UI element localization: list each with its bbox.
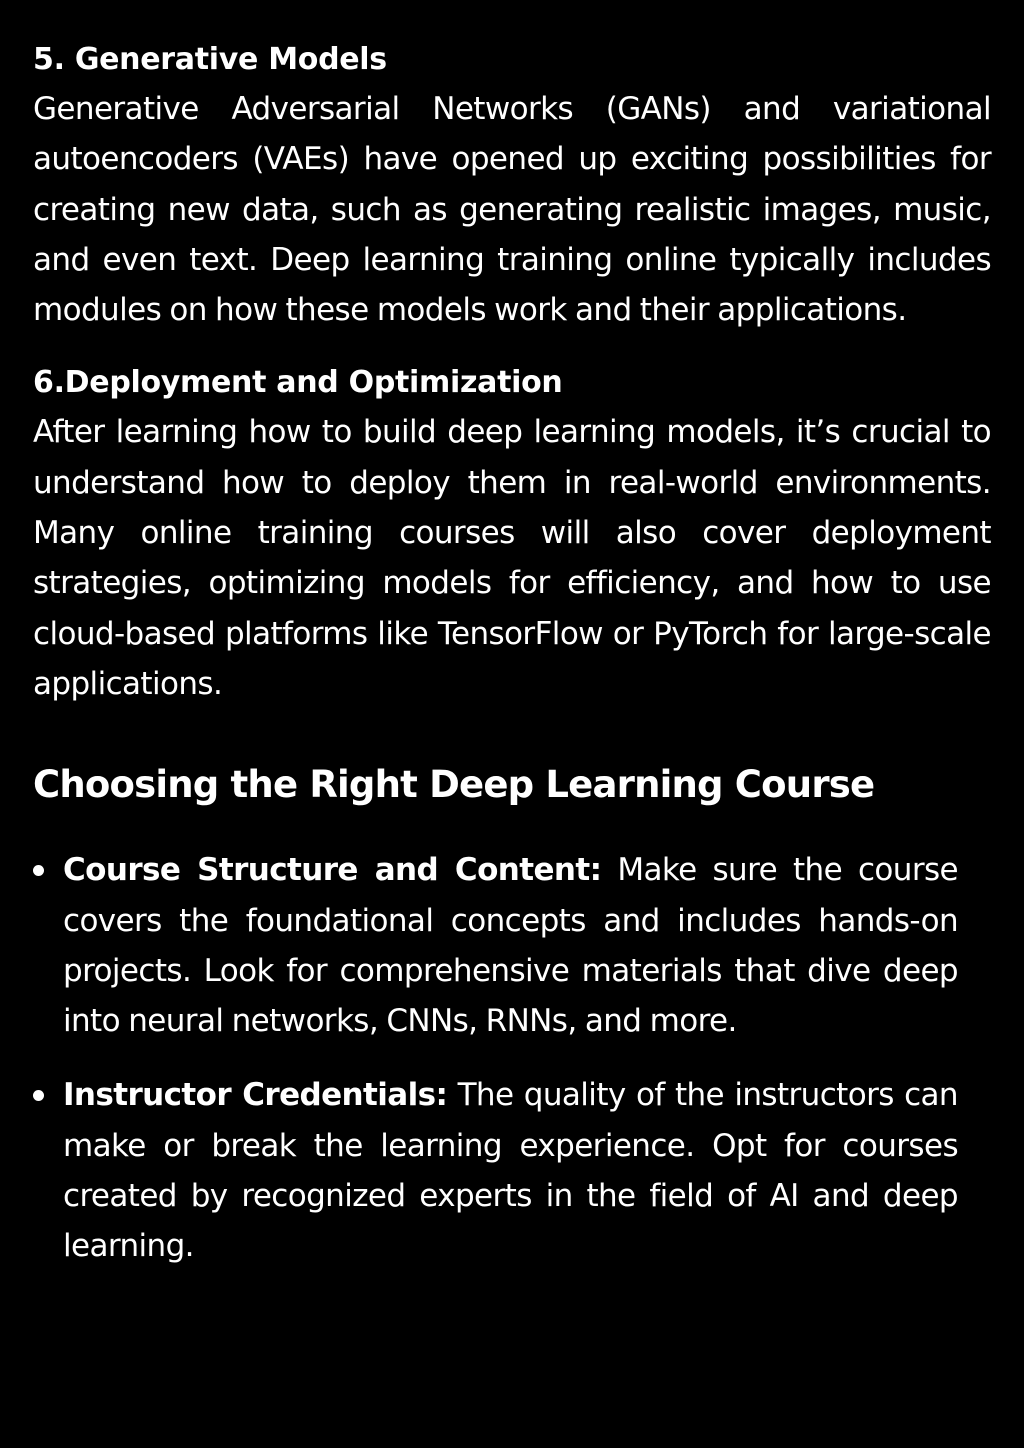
list-item-description: The quality of the instructors can make or break the learning experience. Opt for courses created by recognized experts in the field of AI and deep learning.: [63, 1077, 958, 1265]
criteria-list: [33, 845, 958, 1271]
section-generative-models: [33, 36, 991, 335]
list-item-title: Instructor Credentials:: [63, 1077, 448, 1114]
list-item: [33, 1070, 958, 1271]
section-deployment-optimization: [33, 359, 991, 709]
list-item-text: [63, 1070, 958, 1271]
section-heading: 5. Generative Models: [33, 42, 387, 77]
list-item-description: Make sure the course covers the foundational concepts and includes hands-on projects. Look for comprehensive materials that dive deep into neural networks, CNNs, RNNs, and more.: [63, 852, 958, 1040]
section-paragraph: Generative Adversarial Networks (GANs) and variational autoencoders (VAEs) have opened up exciting possibilities for creating new data, such as generating realistic images, music, and even text. Deep learning training online typically includes modules on how these models work and their applications.: [33, 91, 991, 329]
article-content: [33, 36, 991, 1296]
bullet-icon: [33, 865, 44, 876]
bullet-icon: [33, 1090, 44, 1101]
list-item-title: Course Structure and Content:: [63, 852, 602, 889]
section-heading: 6.Deployment and Optimization: [33, 365, 563, 401]
section-paragraph: After learning how to build deep learning models, it’s crucial to understand how to deploy them in real-world environments. Many online training courses will also cover deployment strategies, optimizing models for efficiency, and how to use cloud-based platforms like TensorFlow or PyTorch for large-scale applications.: [33, 414, 991, 702]
list-item: [33, 845, 958, 1046]
list-item-text: [63, 845, 958, 1046]
choosing-course-heading: Choosing the Right Deep Learning Course: [33, 763, 875, 807]
